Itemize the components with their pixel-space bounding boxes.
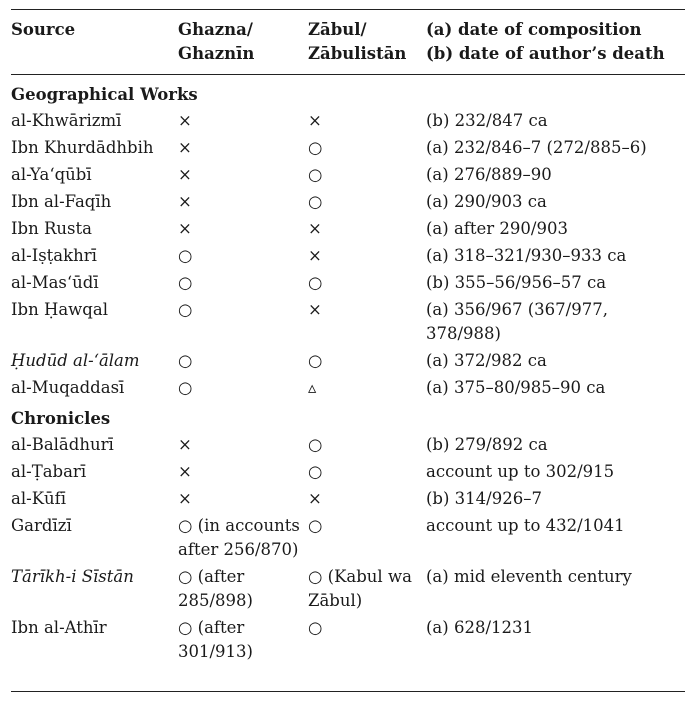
- zabul-cell: ○: [308, 461, 323, 481]
- zabul-cell: ○ (Kabul wa Zābul): [308, 566, 412, 610]
- date-cell: (a) 356/967 (367/977, 378/988): [426, 299, 608, 343]
- ghazna-cell: ○: [178, 299, 193, 319]
- date-cell: (a) 372/982 ca: [426, 350, 547, 370]
- zabul-cell: ○: [308, 515, 323, 535]
- ghazna-cell: ×: [178, 461, 192, 481]
- date-cell: (a) 318–321/930–933 ca: [426, 245, 627, 265]
- header-row: [11, 10, 685, 75]
- zabul-cell: ×: [308, 218, 322, 238]
- table-row: [11, 374, 685, 401]
- ghazna-cell: ○: [178, 377, 193, 397]
- zabul-cell: ▵: [308, 377, 317, 397]
- source-cell: al-Iṣṭakhrī: [11, 245, 97, 265]
- table-row: [11, 134, 685, 161]
- sources-table: [11, 10, 685, 665]
- table-row: [11, 512, 685, 563]
- date-cell: (a) 276/889–90: [426, 164, 552, 184]
- ghazna-cell: ×: [178, 434, 192, 454]
- ghazna-cell: ○: [178, 272, 193, 292]
- source-cell: al-Mas‘ūdī: [11, 272, 99, 292]
- zabul-cell: ×: [308, 299, 322, 319]
- source-cell: Ibn al-Athīr: [11, 617, 107, 637]
- table-row: [11, 296, 685, 347]
- zabul-cell: ○: [308, 272, 323, 292]
- ghazna-cell: ×: [178, 110, 192, 130]
- date-cell: (a) after 290/903: [426, 218, 568, 238]
- table-row: [11, 107, 685, 134]
- table-row: [11, 188, 685, 215]
- ghazna-cell: ×: [178, 191, 192, 211]
- zabul-cell: ×: [308, 245, 322, 265]
- zabul-cell: ×: [308, 110, 322, 130]
- header-date: (a) date of composition (b) date of author’s death: [426, 10, 685, 75]
- date-cell: (a) 290/903 ca: [426, 191, 547, 211]
- section-header-row: [11, 401, 685, 431]
- table-row: [11, 269, 685, 296]
- ghazna-cell: ○ (in accounts after 256/870): [178, 515, 300, 559]
- date-cell: (b) 355–56/956–57 ca: [426, 272, 607, 292]
- date-cell: (a) mid eleventh century: [426, 566, 632, 586]
- zabul-cell: ○: [308, 350, 323, 370]
- source-cell: al-Muqaddasī: [11, 377, 125, 397]
- source-cell: Ḥudūd al-‘ālam: [11, 350, 140, 370]
- date-cell: account up to 432/1041: [426, 515, 625, 535]
- ghazna-cell: ○: [178, 350, 193, 370]
- header-zabul: Zābul/ Zābulistān: [308, 10, 426, 75]
- ghazna-cell: ○ (after 301/913): [178, 617, 253, 661]
- table-row: [11, 242, 685, 269]
- ghazna-cell: ○: [178, 245, 193, 265]
- source-cell: Ibn al-Faqīh: [11, 191, 112, 211]
- date-cell: (a) 232/846–7 (272/885–6): [426, 137, 647, 157]
- header-ghazna: Ghazna/ Ghaznīn: [178, 10, 308, 75]
- ghazna-cell: ×: [178, 137, 192, 157]
- source-cell: Ibn Khurdādhbih: [11, 137, 154, 157]
- zabul-cell: ○: [308, 164, 323, 184]
- ghazna-cell: ×: [178, 164, 192, 184]
- date-cell: account up to 302/915: [426, 461, 615, 481]
- zabul-cell: ○: [308, 191, 323, 211]
- section-header-row: [11, 75, 685, 108]
- table-row: [11, 215, 685, 242]
- ghazna-cell: ○ (after 285/898): [178, 566, 253, 610]
- date-cell: (b) 314/926–7: [426, 488, 542, 508]
- source-cell: Gardīzī: [11, 515, 72, 535]
- zabul-cell: ○: [308, 617, 323, 637]
- table-row: [11, 614, 685, 665]
- source-cell: al-Ṭabarī: [11, 461, 87, 481]
- zabul-cell: ×: [308, 488, 322, 508]
- table-row: [11, 485, 685, 512]
- source-cell: Tārīkh-i Sīstān: [11, 566, 134, 586]
- date-cell: (a) 375–80/985–90 ca: [426, 377, 606, 397]
- bottom-rule: [11, 691, 685, 692]
- date-cell: (b) 232/847 ca: [426, 110, 548, 130]
- zabul-cell: ○: [308, 434, 323, 454]
- table-row: [11, 431, 685, 458]
- table-row: [11, 161, 685, 188]
- date-cell: (a) 628/1231: [426, 617, 534, 637]
- source-cell: al-Ya‘qūbī: [11, 164, 92, 184]
- table-row: [11, 458, 685, 485]
- header-source: Source: [11, 10, 178, 75]
- source-cell: al-Khwārizmī: [11, 110, 122, 130]
- section-title: Chronicles: [11, 409, 111, 428]
- table-row: [11, 347, 685, 374]
- ghazna-cell: ×: [178, 488, 192, 508]
- source-cell: Ibn Ḥawqal: [11, 299, 108, 319]
- date-cell: (b) 279/892 ca: [426, 434, 548, 454]
- section-title: Geographical Works: [11, 85, 198, 104]
- table-body: [11, 75, 685, 666]
- ghazna-cell: ×: [178, 218, 192, 238]
- source-cell: Ibn Rusta: [11, 218, 92, 238]
- source-cell: al-Kūfī: [11, 488, 67, 508]
- table-row: [11, 563, 685, 614]
- zabul-cell: ○: [308, 137, 323, 157]
- source-cell: al-Balādhurī: [11, 434, 114, 454]
